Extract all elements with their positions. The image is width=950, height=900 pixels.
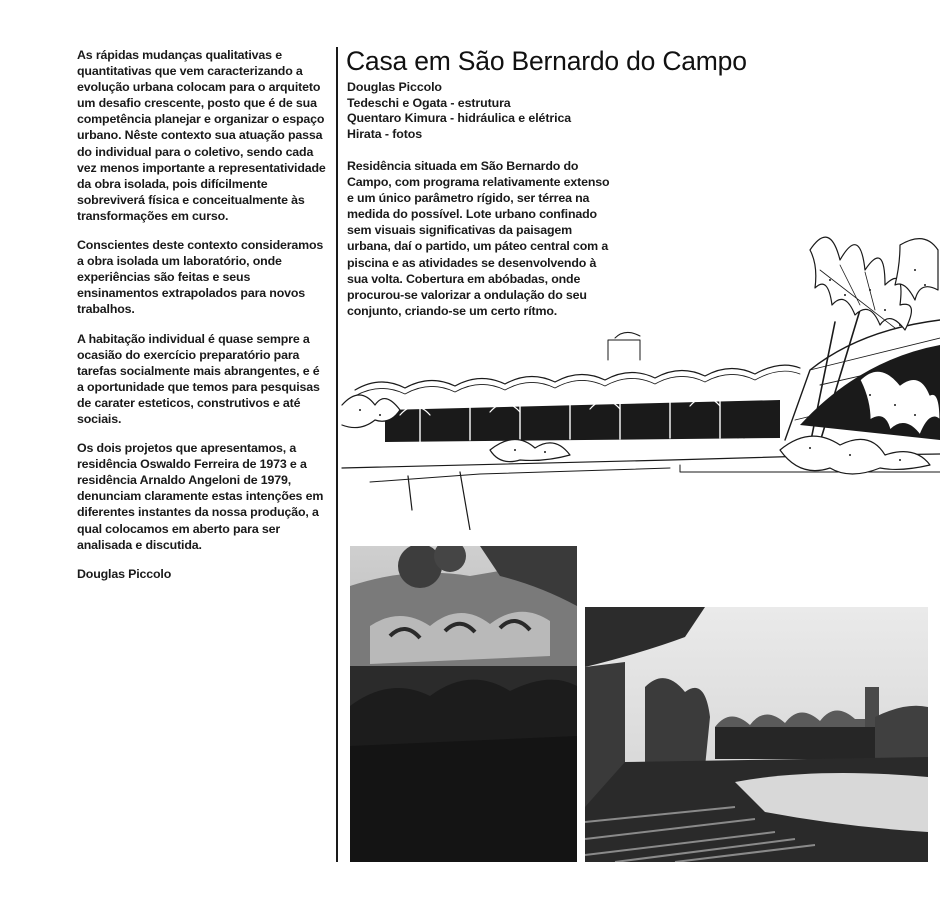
intro-paragraph-4: Os dois projetos que apresentamos, a residência Oswaldo Ferreira de 1973 e a residência Arnaldo Angeloni de 1979, denunciam claramente estas intenções em diferentes instantes da nossa produção, a qual colocamos em aberto para ser analisada e discutida. xyxy=(77,441,324,552)
project-title: Casa em São Bernardo do Campo xyxy=(346,46,747,76)
intro-paragraph-1: As rápidas mudanças qualitativas e quantitativas que vem caracterizando a evolução urbana colocam para o arquiteto um desafio crescente, posto que é de sua competência planejar e organizar o espaço urbano. Nêste contexto sua atuação passa do individual para o coletivo, sendo cada vez menos importante a representatividade da obra isolada, pois difícilmente sobreviverá física e conceitualmente às transformações em curso. xyxy=(77,48,326,223)
intro-paragraph-3: A habitação individual é quase sempre a ocasião do exercício preparatório para tarefas socialmente mais abrangentes, e é a oportunidade que temos para pesquisas de carater esteticos, construtivos e até sociais. xyxy=(77,331,320,426)
photo-pool-patio xyxy=(585,607,928,862)
intro-paragraph-2: Conscientes deste contexto consideramos a obra isolada um laboratório, onde experiências são feitas e seus ensinamentos extrapolados para novos trabalhos. xyxy=(77,238,324,317)
perspective-sketch xyxy=(340,210,940,530)
project-credits xyxy=(347,80,647,142)
credit-structure: Tedeschi e Ogata - estrutura xyxy=(347,95,511,110)
column-divider xyxy=(336,47,338,862)
photo-courtyard-vaults xyxy=(350,546,577,862)
credit-hydraulic: Quentaro Kimura - hidráulica e elétrica xyxy=(347,111,572,126)
credit-photos: Hirata - fotos xyxy=(347,126,423,141)
project-description: Residência situada em São Bernardo do Campo, com programa relativamente extenso e um único parâmetro rígido, ser térrea na medida do possível. Lote urbano confinado sem visuais significativas da paisagem urbana, daí o partido, um páteo central com a piscina e as atividades se desenvolvendo à sua volta. Cobertura em abóbadas, onde procurou-se valorizar a ondulação do seu conjunto, criando-se um certo rítmo. xyxy=(347,159,610,318)
credit-architect: Douglas Piccolo xyxy=(347,80,442,94)
intro-signature: Douglas Piccolo xyxy=(77,566,172,581)
intro-column xyxy=(77,47,329,582)
